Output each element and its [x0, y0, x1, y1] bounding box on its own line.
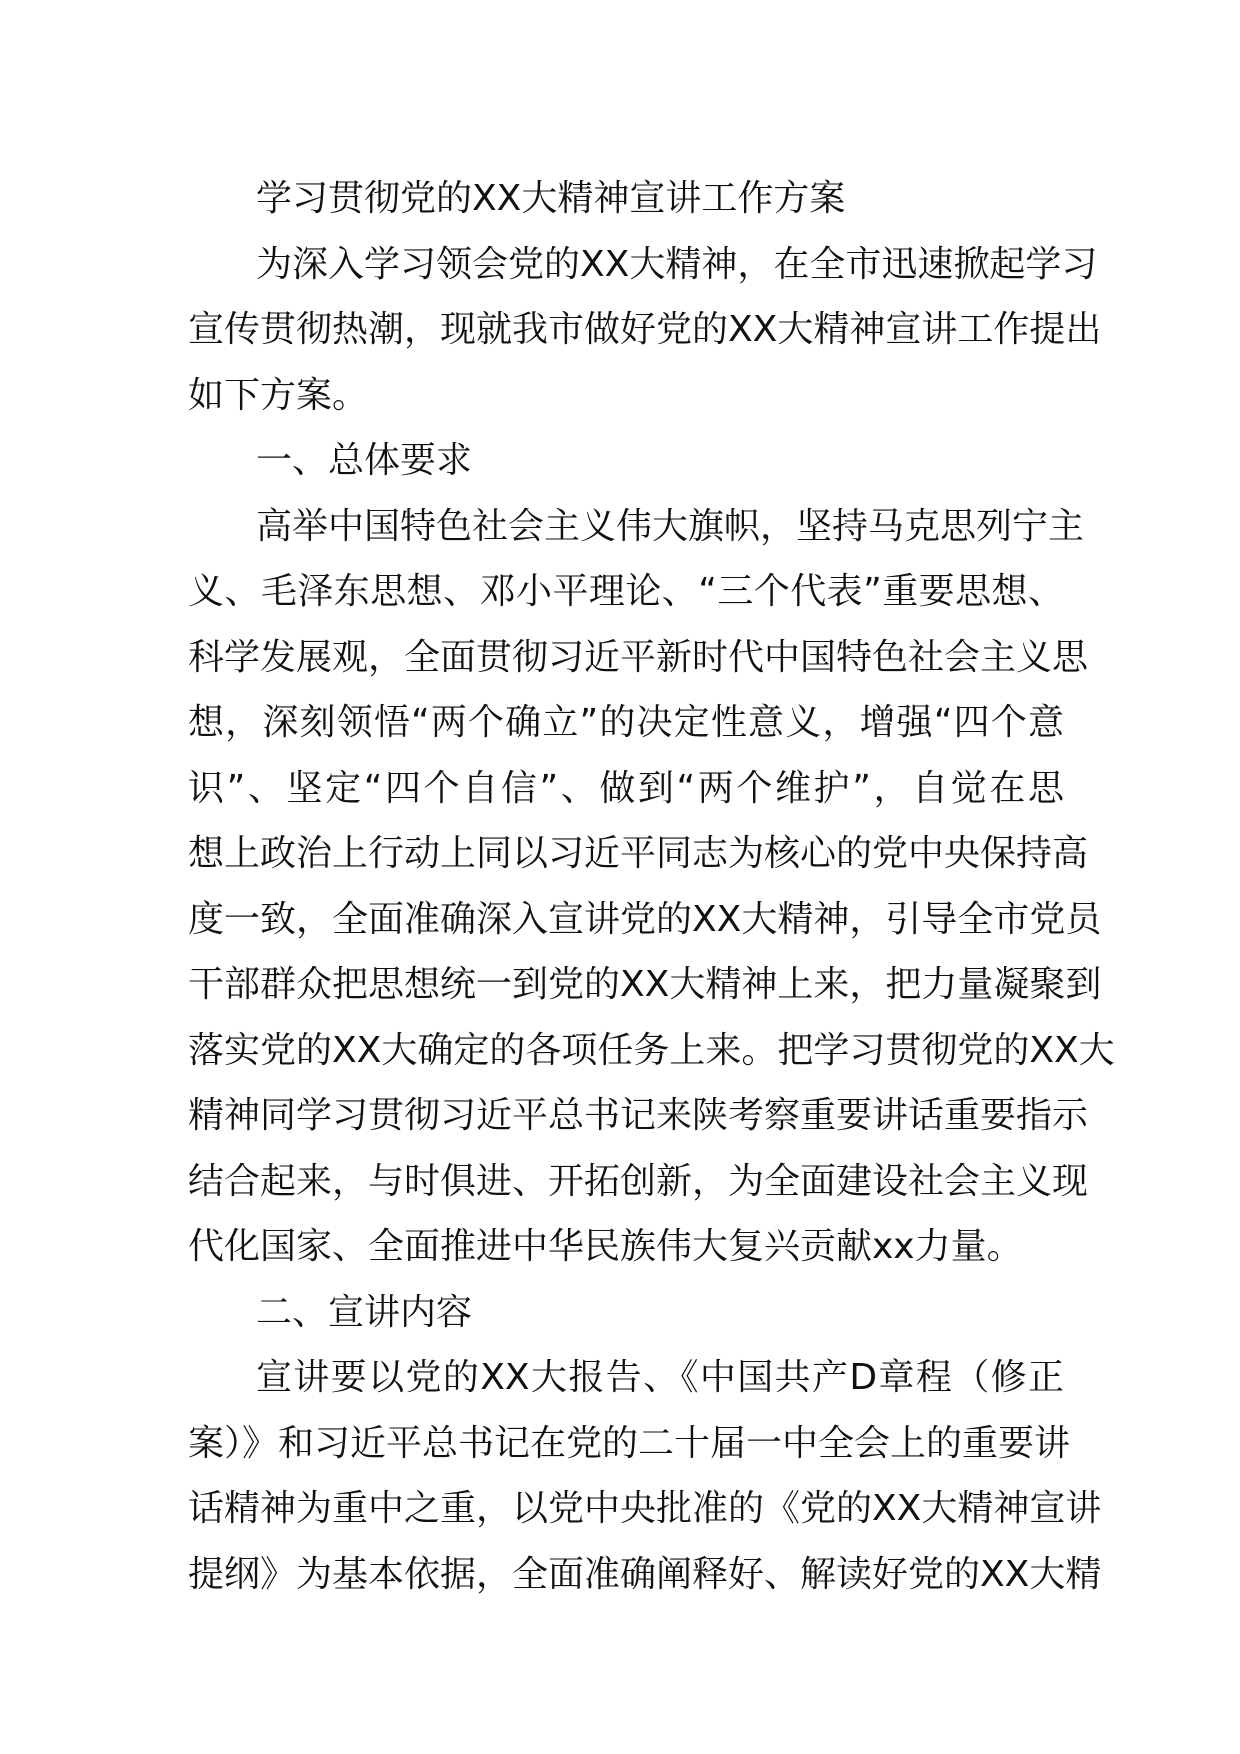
text-line: 识”、坚定“四个自信”、做到“两个维护”，自觉在思: [188, 767, 1064, 809]
text-line: 落实党的XX大确定的各项任务上来。把学习贯彻党的XX大: [188, 1029, 1115, 1071]
text-line: 提纲》为基本依据，全面准确阐释好、解读好党的XX大精: [188, 1553, 1102, 1595]
text-line: 结合起来，与时俱进、开拓创新，为全面建设社会主义现: [188, 1160, 1089, 1202]
title-line: 学习贯彻党的XX大精神宣讲工作方案: [256, 178, 846, 219]
heading-line: 二、宣讲内容: [256, 1291, 473, 1333]
document-title: [188, 166, 1064, 232]
text-line: 度一致，全面准确深入宣讲党的XX大精神，引导全市党员: [188, 898, 1102, 940]
text-line: 科学发展观，全面贯彻习近平新时代中国特色社会主义思: [188, 636, 1089, 678]
section-heading-1: [188, 428, 1064, 494]
text-line: 话精神为重中之重，以党中央批准的《党的XX大精神宣讲: [188, 1488, 1102, 1529]
section-heading-2: [188, 1280, 1064, 1346]
text-line: 代化国家、全面推进中华民族伟大复兴贡献xx力量。: [188, 1226, 1023, 1267]
text-line: 干部群众把思想统一到党的XX大精神上来，把力量凝聚到: [188, 964, 1102, 1005]
text-line: 高举中国特色社会主义伟大旗帜，坚持马克思列宁主: [256, 505, 1085, 547]
text-line: 案）》和习近平总书记在党的二十届一中全会上的重要讲: [188, 1422, 1071, 1464]
section-1-paragraph: [188, 494, 1115, 1280]
intro-paragraph: [188, 232, 1102, 429]
text-line: 想上政治上行动上同以习近平同志为核心的党中央保持高: [188, 833, 1089, 874]
text-line: 如下方案。: [188, 374, 369, 416]
text-line: 精神同学习贯彻习近平总书记来陕考察重要讲话重要指示: [188, 1095, 1089, 1136]
text-line: 义、毛泽东思想、邓小平理论、“三个代表”重要思想、: [188, 571, 1064, 612]
text-line: 为深入学习领会党的XX大精神，在全市迅速掀起学习: [256, 243, 1098, 285]
heading-line: 一、总体要求: [256, 440, 473, 481]
text-line: 想，深刻领悟“两个确立”的决定性意义，增强“四个意: [188, 702, 1064, 743]
text-line: 宣传贯彻热潮，现就我市做好党的XX大精神宣讲工作提出: [188, 309, 1102, 350]
document-body: [188, 166, 1115, 1607]
section-2-paragraph: [188, 1345, 1102, 1607]
text-line: 宣讲要以党的XX大报告、《中国共产D章程（修正: [256, 1357, 1064, 1398]
